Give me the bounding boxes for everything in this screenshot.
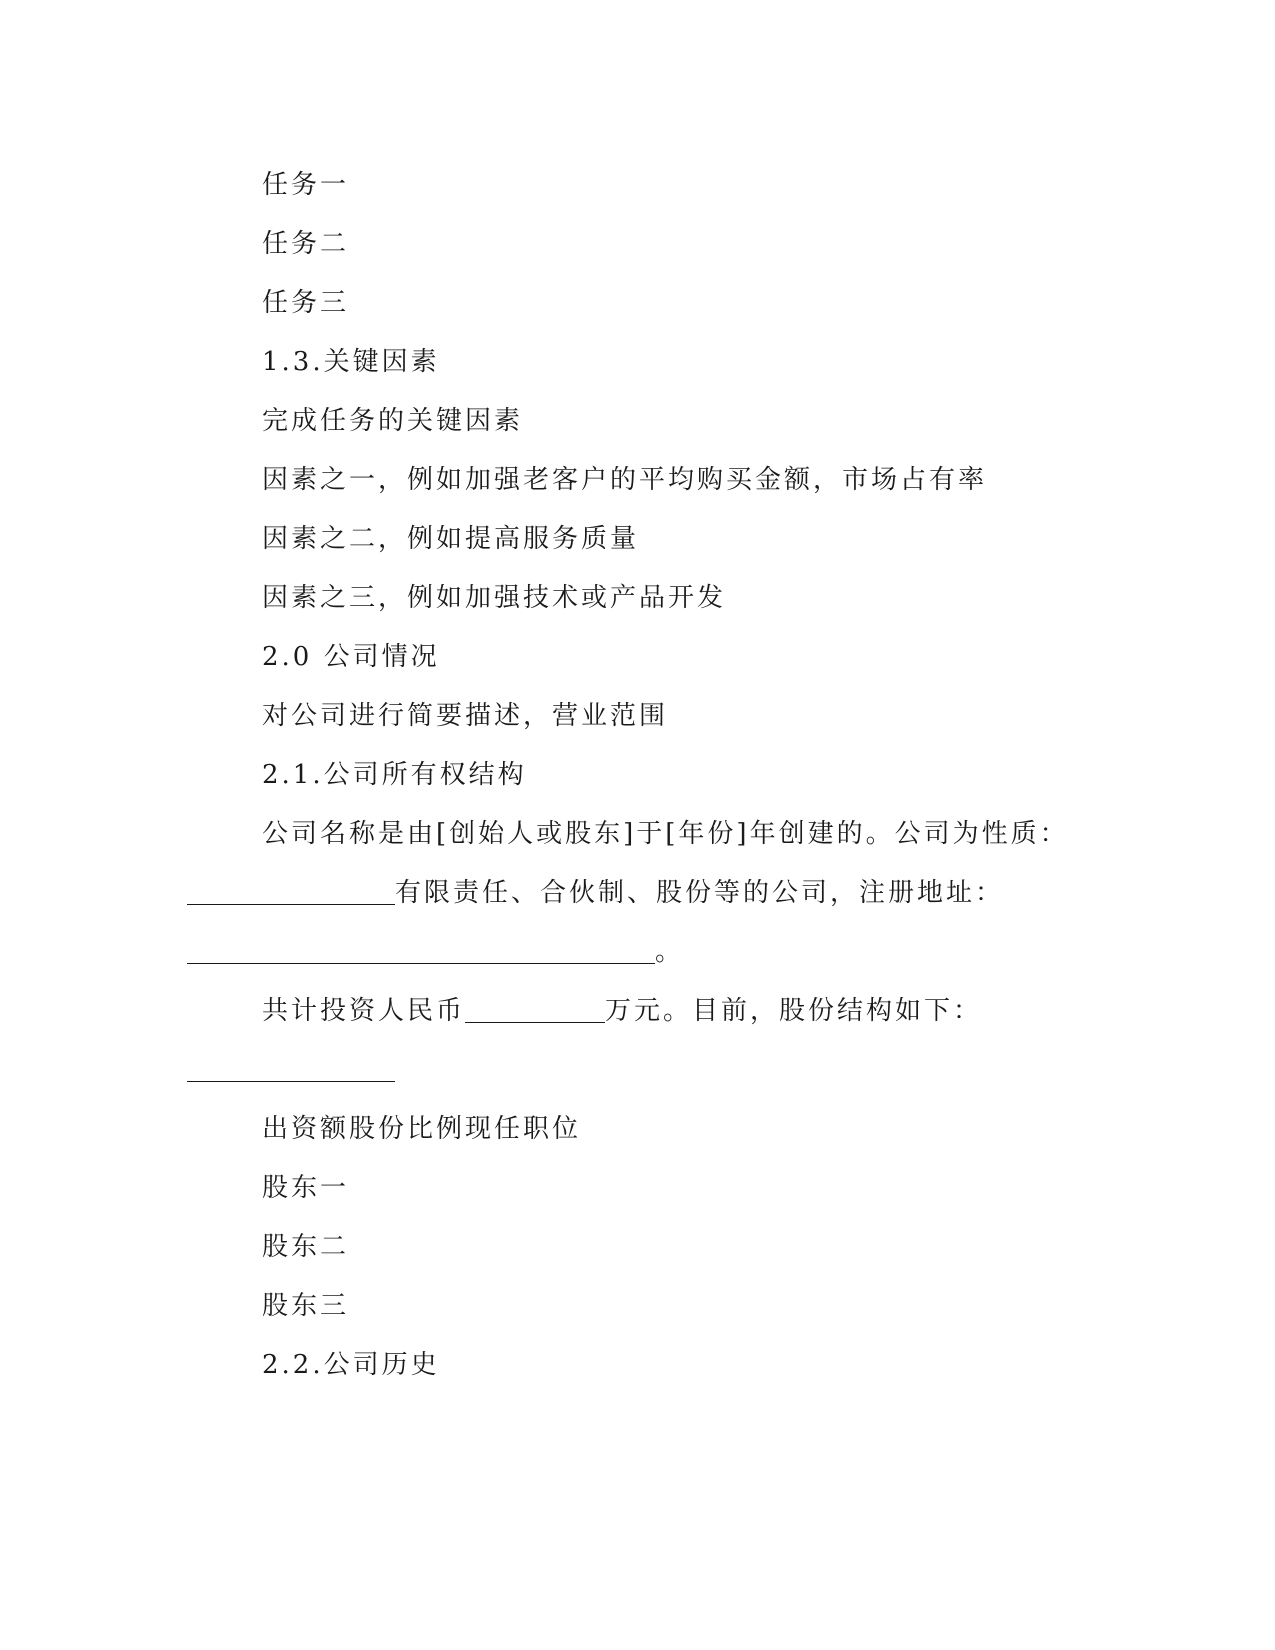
section-heading-2-1: 2.1.公司所有权结构 [262, 760, 527, 790]
key-factors-intro: 完成任务的关键因素 [262, 406, 524, 436]
share-table-header: 出资额股份比例现任职位 [262, 1114, 582, 1144]
investment-text-b: 万元。目前，股份结构如下： [605, 996, 983, 1026]
share-structure-blank [187, 1055, 395, 1082]
ownership-paragraph-line-1: 公司名称是由[创始人或股东]于[年份]年创建的。公司为性质： [262, 819, 1069, 849]
ownership-paragraph-line-3 [187, 935, 684, 969]
factor-item-1: 因素之一，例如加强老客户的平均购买金额，市场占有率 [262, 465, 988, 495]
shareholder-item-1: 股东一 [262, 1173, 350, 1203]
section-heading-2-2: 2.2.公司历史 [262, 1350, 440, 1380]
investment-amount-blank [465, 996, 605, 1023]
company-type-text: 有限责任、合伙制、股份等的公司，注册地址： [395, 878, 1005, 908]
ownership-paragraph-line-2 [187, 876, 1004, 910]
investment-text-a: 共计投资人民币 [262, 996, 466, 1026]
company-type-blank [187, 878, 395, 905]
company-description: 对公司进行简要描述，营业范围 [262, 701, 669, 731]
address-end-punct: 。 [655, 937, 685, 967]
task-item-2: 任务二 [262, 229, 350, 259]
task-item-3: 任务三 [262, 288, 350, 318]
share-structure-blank-line [187, 1053, 395, 1087]
shareholder-item-2: 股东二 [262, 1232, 350, 1262]
investment-line [262, 994, 982, 1028]
task-item-1: 任务一 [262, 170, 350, 200]
registered-address-blank [187, 937, 655, 964]
factor-item-3: 因素之三，例如加强技术或产品开发 [262, 583, 727, 613]
shareholder-item-3: 股东三 [262, 1291, 350, 1321]
factor-item-2: 因素之二，例如提高服务质量 [262, 524, 640, 554]
section-heading-2-0: 2.0 公司情况 [262, 642, 440, 672]
section-heading-1-3: 1.3.关键因素 [262, 347, 440, 377]
